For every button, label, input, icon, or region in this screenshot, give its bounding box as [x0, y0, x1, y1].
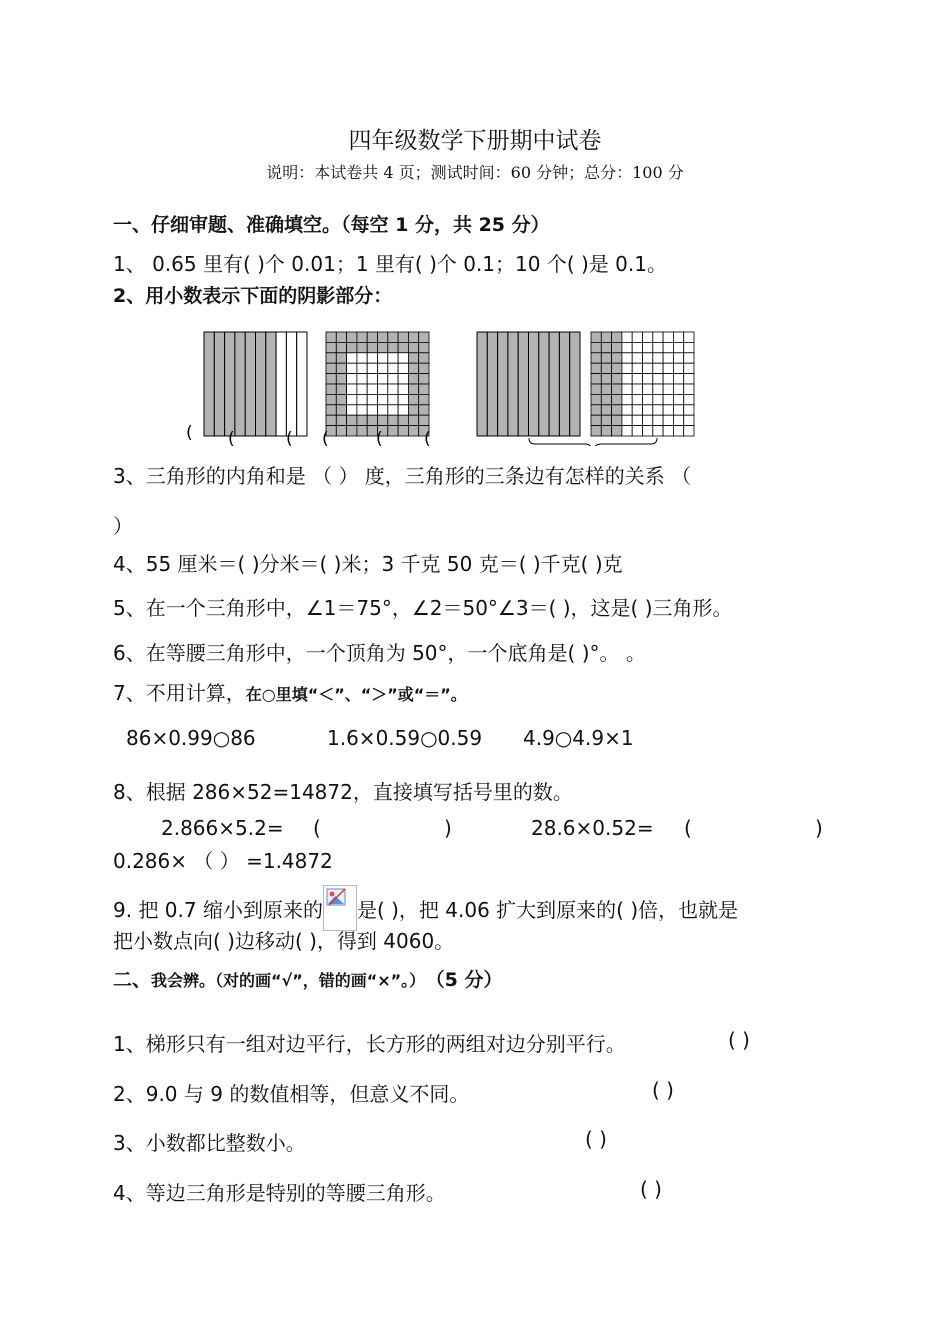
fig1-strip — [245, 332, 255, 436]
fig4-cell — [591, 353, 601, 363]
fig3-strip — [539, 332, 549, 436]
fig4-cell — [684, 363, 694, 373]
fig2-cell — [357, 363, 367, 373]
fig2-cell — [367, 332, 377, 342]
q8-paren-close-2: ) — [815, 816, 823, 840]
fig2-cell — [408, 363, 418, 373]
fig4-cell — [632, 353, 642, 363]
fig2-cell — [419, 405, 429, 415]
fig4-cell — [653, 353, 663, 363]
answer-paren: ( — [322, 429, 329, 446]
fig4-cell — [622, 426, 632, 436]
judge-paren-2: ( ) — [652, 1078, 674, 1102]
fig4-cell — [591, 394, 601, 404]
fig2-cell — [378, 353, 388, 363]
fig2-cell — [408, 384, 418, 394]
fig2-cell — [347, 426, 357, 436]
judge-paren-1: ( ) — [728, 1028, 750, 1052]
fig2-cell — [336, 426, 346, 436]
fig4-cell — [632, 394, 642, 404]
section-2-number: 二、 — [113, 969, 152, 991]
fig2-cell — [326, 374, 336, 384]
fig2-cell — [336, 394, 346, 404]
compare-expr-2: 1.6×0.59○0.59 — [327, 726, 483, 750]
fig2-cell — [378, 394, 388, 404]
fig4-cell — [643, 405, 653, 415]
fig4-cell — [643, 332, 653, 342]
q8-paren-open-1: ( — [313, 816, 321, 840]
fig2-cell — [388, 363, 398, 373]
fig4-cell — [643, 415, 653, 425]
fig4-cell — [663, 363, 673, 373]
fig2-cell — [367, 363, 377, 373]
fig4-cell — [632, 415, 642, 425]
fig2-cell — [326, 405, 336, 415]
fig4-cell — [643, 342, 653, 352]
fig2-cell — [408, 405, 418, 415]
fig2-cell — [326, 415, 336, 425]
fig4-cell — [673, 394, 683, 404]
fig4-cell — [601, 394, 611, 404]
q9-pre: 9. 把 0.7 缩小到原来的 — [113, 898, 323, 922]
fig4-cell — [591, 426, 601, 436]
fig4-cell — [653, 426, 663, 436]
question-7-rule: 在○里填“＜”、“＞”或“＝”。 — [245, 685, 467, 704]
fig4-cell — [632, 374, 642, 384]
fig4-cell — [684, 374, 694, 384]
judge-item-1: 1、梯形只有一组对边平行，长方形的两组对边分别平行。 — [113, 1032, 626, 1056]
fig2-cell — [419, 374, 429, 384]
answer-paren: ( — [286, 429, 293, 446]
fig4-cell — [612, 353, 622, 363]
fig2-cell — [408, 415, 418, 425]
fig2-cell — [336, 374, 346, 384]
section-2-title: 我会辨。（对的画“√”，错的画“×”。） — [151, 971, 426, 990]
fig2-cell — [388, 374, 398, 384]
fig4-cell — [632, 384, 642, 394]
fig3-strip — [498, 332, 508, 436]
fig3-strip — [559, 332, 569, 436]
fig2-cell — [398, 342, 408, 352]
fig2-cell — [367, 342, 377, 352]
fig4-cell — [591, 405, 601, 415]
fig2-cell — [347, 332, 357, 342]
fig3-strip — [477, 332, 487, 436]
fig2-cell — [419, 332, 429, 342]
fig2-cell — [336, 342, 346, 352]
fig2-cell — [388, 384, 398, 394]
fig4-cell — [653, 342, 663, 352]
fig4-cell — [622, 342, 632, 352]
fig2-cell — [378, 363, 388, 373]
page-title: 四年级数学下册期中试卷 — [348, 128, 602, 154]
question-7-prefix: 7、不用计算， — [113, 681, 246, 705]
q8-paren-close-1: ) — [444, 816, 452, 840]
judge-item-2: 2、9.0 与 9 的数值相等，但意义不同。 — [113, 1082, 470, 1106]
fig4-cell — [663, 342, 673, 352]
answer-paren: ( — [228, 429, 235, 446]
fig2-cell — [367, 374, 377, 384]
question-7 — [113, 677, 467, 706]
fig4-cell — [601, 405, 611, 415]
fig2-cell — [408, 426, 418, 436]
fig4-cell — [673, 342, 683, 352]
fig4-cell — [612, 374, 622, 384]
fig2-cell — [408, 332, 418, 342]
fig2-cell — [326, 384, 336, 394]
fig4-cell — [612, 384, 622, 394]
fig4-cell — [673, 332, 683, 342]
fig4-cell — [663, 394, 673, 404]
fig2-cell — [408, 374, 418, 384]
brace — [529, 438, 657, 446]
fig1-strip — [256, 332, 266, 436]
q8-expr-2: 28.6×0.52= — [531, 816, 654, 840]
fig4-cell — [622, 384, 632, 394]
fig4-cell — [601, 384, 611, 394]
fig2-cell — [419, 342, 429, 352]
fig2-cell — [336, 353, 346, 363]
fig4-cell — [622, 363, 632, 373]
question-3-end: ） — [113, 514, 133, 538]
fig2-cell — [378, 332, 388, 342]
fig2-cell — [398, 353, 408, 363]
fig2-cell — [398, 426, 408, 436]
fig4-cell — [612, 332, 622, 342]
fig4-cell — [591, 384, 601, 394]
fig4-cell — [632, 363, 642, 373]
question-6: 6、在等腰三角形中，一个顶角为 50°，一个底角是( )°。 。 — [113, 641, 646, 665]
section-1-heading: 一、仔细审题、准确填空。（每空 1 分，共 25 分） — [113, 214, 550, 236]
fig4-cell — [673, 405, 683, 415]
fig2-cell — [336, 363, 346, 373]
fig1-strip — [297, 332, 307, 436]
fig2-cell — [347, 415, 357, 425]
fig4-cell — [591, 342, 601, 352]
fig2-cell — [347, 405, 357, 415]
fig4-cell — [612, 363, 622, 373]
fig2-cell — [367, 353, 377, 363]
fig2-cell — [347, 394, 357, 404]
fig2-cell — [378, 342, 388, 352]
fig4-cell — [632, 426, 642, 436]
fig2-cell — [336, 384, 346, 394]
fig2-cell — [357, 394, 367, 404]
fig2-cell — [357, 342, 367, 352]
fig4-cell — [653, 363, 663, 373]
fig2-cell — [419, 394, 429, 404]
fig4-cell — [622, 394, 632, 404]
fig4-cell — [663, 426, 673, 436]
fig4-cell — [673, 426, 683, 436]
section-2-heading — [113, 965, 503, 992]
q8-line-3: 0.286× （ ） =1.4872 — [113, 849, 333, 873]
question-8: 8、根据 286×52=14872，直接填写括号里的数。 — [113, 780, 573, 804]
fig2-cell — [398, 374, 408, 384]
fig4-cell — [663, 374, 673, 384]
judge-paren-4: ( ) — [640, 1177, 662, 1201]
fig4-cell — [612, 415, 622, 425]
q8-expr-1: 2.866×5.2= — [161, 816, 284, 840]
fig2-cell — [378, 374, 388, 384]
fig4-cell — [653, 384, 663, 394]
judge-item-4: 4、等边三角形是特别的等腰三角形。 — [113, 1181, 446, 1205]
fig2-cell — [388, 332, 398, 342]
fig4-cell — [622, 405, 632, 415]
compare-expr-1: 86×0.99○86 — [126, 726, 256, 750]
question-2: 2、用小数表示下面的阴影部分： — [113, 285, 393, 307]
fig4-cell — [684, 394, 694, 404]
fig3-strip — [549, 332, 559, 436]
fig4-cell — [601, 342, 611, 352]
fig4-cell — [612, 394, 622, 404]
fig2-cell — [378, 384, 388, 394]
fig4-cell — [673, 363, 683, 373]
fig2-cell — [326, 342, 336, 352]
fig4-cell — [673, 353, 683, 363]
fig2-cell — [388, 394, 398, 404]
fig2-cell — [408, 394, 418, 404]
fig4-cell — [663, 405, 673, 415]
fig4-cell — [612, 342, 622, 352]
fig2-cell — [388, 415, 398, 425]
question-3: 3、三角形的内角和是 （ ） 度，三角形的三条边有怎样的关系 （ — [113, 464, 692, 488]
fig4-cell — [663, 384, 673, 394]
fig2-cell — [347, 374, 357, 384]
fig4-cell — [601, 332, 611, 342]
question-4: 4、55 厘米＝( )分米＝( )米；3 千克 50 克＝( )千克( )克 — [113, 552, 623, 576]
fig2-cell — [398, 363, 408, 373]
fig2-cell — [326, 353, 336, 363]
fig2-cell — [357, 374, 367, 384]
fig3-strip — [487, 332, 497, 436]
fig4-cell — [684, 384, 694, 394]
fig1-strip — [276, 332, 286, 436]
fig4-cell — [663, 353, 673, 363]
fig2-cell — [367, 384, 377, 394]
judge-paren-3: ( ) — [585, 1127, 607, 1151]
shaded-figures — [180, 326, 710, 446]
fig4-cell — [673, 415, 683, 425]
fig4-cell — [643, 353, 653, 363]
fig4-cell — [643, 363, 653, 373]
fig2-cell — [398, 415, 408, 425]
fig2-cell — [419, 353, 429, 363]
fig4-cell — [643, 394, 653, 404]
fig2-cell — [347, 342, 357, 352]
fig3-strip — [529, 332, 539, 436]
fig4-cell — [601, 363, 611, 373]
fig4-cell — [684, 342, 694, 352]
fig4-cell — [591, 374, 601, 384]
fig4-cell — [663, 332, 673, 342]
fig4-cell — [622, 353, 632, 363]
fig2-cell — [336, 405, 346, 415]
fig2-cell — [326, 363, 336, 373]
fig4-cell — [653, 394, 663, 404]
fig2-cell — [408, 342, 418, 352]
fig4-cell — [643, 384, 653, 394]
fig4-cell — [591, 415, 601, 425]
fig4-cell — [643, 374, 653, 384]
fig2-cell — [347, 363, 357, 373]
instructions: 说明：本试卷共 4 页；测试时间：60 分钟；总分：100 分 — [266, 163, 684, 182]
fig2-cell — [378, 405, 388, 415]
fig1-strip — [214, 332, 224, 436]
fig2-cell — [388, 405, 398, 415]
fig2-cell — [347, 384, 357, 394]
fig2-cell — [367, 415, 377, 425]
fig1-strip — [286, 332, 296, 436]
fig2-cell — [357, 415, 367, 425]
fig1-strip — [266, 332, 276, 436]
fig4-cell — [601, 353, 611, 363]
answer-paren: ( — [186, 423, 193, 443]
q9-post: 是( )，把 4.06 扩大到原来的( )倍，也就是 — [356, 898, 739, 922]
fig4-cell — [663, 415, 673, 425]
fig4-cell — [684, 415, 694, 425]
fig2-cell — [357, 384, 367, 394]
fig4-cell — [643, 426, 653, 436]
question-9-line-2: 把小数点向( )边移动( )，得到 4060。 — [113, 929, 455, 953]
fig4-cell — [632, 405, 642, 415]
fig4-cell — [591, 332, 601, 342]
fig4-cell — [632, 332, 642, 342]
fig2-cell — [388, 426, 398, 436]
fig3-strip — [518, 332, 528, 436]
fig4-cell — [612, 405, 622, 415]
answer-paren: ( — [424, 429, 431, 446]
fig2-cell — [367, 405, 377, 415]
fig2-cell — [357, 353, 367, 363]
fig4-cell — [632, 342, 642, 352]
fig2-cell — [336, 415, 346, 425]
fig3-strip — [570, 332, 580, 436]
fig2-cell — [398, 394, 408, 404]
fig2-cell — [419, 415, 429, 425]
fig4-cell — [653, 374, 663, 384]
fig2-cell — [398, 384, 408, 394]
fig2-cell — [326, 332, 336, 342]
fig1-strip — [225, 332, 235, 436]
fig2-cell — [388, 342, 398, 352]
fig4-cell — [591, 363, 601, 373]
fig4-cell — [684, 353, 694, 363]
fig2-cell — [367, 394, 377, 404]
q8-paren-open-2: ( — [684, 816, 692, 840]
fig2-cell — [357, 332, 367, 342]
fig4-cell — [622, 332, 632, 342]
fig2-cell — [408, 353, 418, 363]
fig2-cell — [398, 405, 408, 415]
fig2-cell — [388, 353, 398, 363]
fig4-cell — [622, 374, 632, 384]
fig4-cell — [673, 374, 683, 384]
fig2-cell — [336, 332, 346, 342]
fig2-cell — [419, 363, 429, 373]
fig2-cell — [398, 332, 408, 342]
fig2-cell — [357, 426, 367, 436]
fig4-cell — [622, 415, 632, 425]
fig2-cell — [347, 353, 357, 363]
fig4-cell — [612, 426, 622, 436]
fig2-cell — [419, 384, 429, 394]
fig4-cell — [684, 405, 694, 415]
fig2-cell — [378, 415, 388, 425]
judge-item-3: 3、小数都比整数小。 — [113, 1131, 306, 1155]
fig4-cell — [601, 415, 611, 425]
fig2-cell — [357, 405, 367, 415]
question-5: 5、在一个三角形中，∠1＝75°，∠2＝50°∠3＝( )，这是( )三角形。 — [113, 596, 733, 620]
fig4-cell — [684, 332, 694, 342]
fig4-cell — [601, 426, 611, 436]
fig1-strip — [204, 332, 214, 436]
fig4-cell — [684, 426, 694, 436]
section-2-score: （5 分） — [435, 969, 503, 991]
fig4-cell — [601, 374, 611, 384]
fig4-cell — [673, 384, 683, 394]
question-1: 1、 0.65 里有( )个 0.01；1 里有( )个 0.1；10 个( )是 0.1。 — [113, 252, 667, 276]
answer-paren: ( — [376, 429, 383, 446]
fig1-strip — [235, 332, 245, 436]
compare-expr-3: 4.9○4.9×1 — [523, 726, 634, 750]
fig4-cell — [653, 415, 663, 425]
fig2-cell — [326, 394, 336, 404]
fig4-cell — [653, 405, 663, 415]
fig4-cell — [653, 332, 663, 342]
fig3-strip — [508, 332, 518, 436]
